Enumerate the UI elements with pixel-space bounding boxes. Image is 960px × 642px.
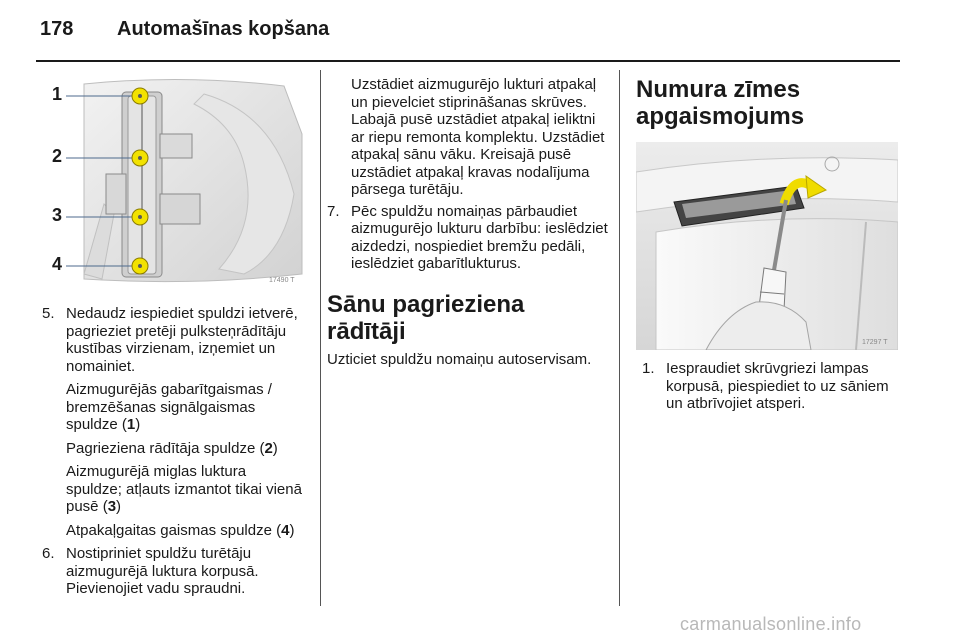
bulb-item-4 — [42, 522, 304, 540]
taillight-bulb-holder-figure — [44, 74, 306, 289]
step-6 — [42, 545, 304, 598]
callout-1: 1 — [52, 84, 63, 104]
column-divider-1 — [320, 70, 321, 606]
callout-4: 4 — [52, 254, 63, 274]
callout-3: 3 — [52, 205, 63, 225]
bulb-item-close: ) — [272, 439, 278, 457]
section-text: Uzticiet spuldžu nomaiņu autoservisam. — [327, 350, 592, 368]
section-title-side-indicators: Sānu pagrieziena rādītāji — [327, 290, 525, 345]
steps-list-col2 — [327, 203, 609, 273]
figure-code: 17490 T — [269, 277, 295, 284]
step-continuation: Uzstādiet aizmugurējo lukturi atpakaļ un pievelciet stiprināšanas skrūves. Labajā pusē uzstādiet atpakaļ ieliktni ar riepu remonta komplektu. Uzstādiet atpakaļ sānu vāku. Kreisajā pusē uzstādiet atpakaļ kravas nodalījuma pārsega turētāju. — [351, 76, 605, 198]
step-1 — [642, 360, 908, 413]
step-7 — [327, 203, 609, 273]
bulb-item-close: ) — [135, 416, 141, 433]
step-text: Pēc spuldžu nomaiņas pārbaudiet aizmugurējo lukturu darbību: ieslēdziet aizdedzi, nospiediet bremžu pedāli, ieslēdziet gabarītlukturus. — [351, 202, 608, 272]
step-number: 7. — [327, 202, 340, 220]
column-1 — [42, 70, 304, 598]
page-number: 178 — [40, 18, 74, 40]
column-2 — [327, 76, 609, 368]
bulb-item-text: Aizmugurējās gabarītgaismas / bremzēšanas signālgaismas spuldze ( — [66, 381, 272, 433]
header-rule — [36, 60, 900, 62]
bulb-holder-illustration — [44, 74, 306, 289]
column-divider-2 — [619, 70, 620, 606]
bulb-item-text: Atpakaļgaitas gaismas spuldze ( — [66, 521, 282, 539]
steps-list-col1-b — [42, 545, 304, 598]
bulb-item-close: ) — [289, 521, 295, 539]
bulb-item-1 — [42, 381, 304, 434]
bulb-item-ref: 1 — [126, 416, 136, 433]
step-number: 5. — [42, 305, 55, 322]
bulb-item-close: ) — [116, 498, 122, 515]
steps-list-col1 — [42, 305, 304, 375]
callout-2: 2 — [52, 146, 63, 166]
bulb-item-ref: 2 — [264, 439, 273, 457]
step-text: Iespraudiet skrūvgriezi lampas korpusā, piespiediet to uz sāniem un atbrīvojiet atsperi. — [666, 360, 889, 412]
bulb-item-ref: 4 — [281, 521, 290, 539]
watermark: carmanualsonline.info — [680, 614, 862, 634]
bulb-item-2 — [42, 440, 304, 458]
step-text: Nedaudz iespiediet spuldzi ietverē, pagrieziet pretēji pulksteņrādītāju kustības virzienam, izņemiet un nomainiet. — [66, 305, 298, 375]
steps-list-col3 — [636, 360, 908, 413]
step-number: 1. — [642, 360, 655, 377]
step-5 — [42, 305, 304, 375]
page-title: Automašīnas kopšana — [117, 18, 330, 40]
step-number: 6. — [42, 545, 55, 562]
section-title-licence-plate-light: Numura zīmes apgaismojums — [636, 76, 805, 130]
column-3 — [636, 76, 908, 413]
screwdriver-illustration — [636, 142, 898, 350]
figure-code: 17297 T — [862, 339, 888, 346]
bulb-item-text: Pagrieziena rādītāja spuldze ( — [66, 439, 265, 457]
step-text: Nostipriniet spuldžu turētāju aizmugurējā luktura korpusā. Pievienojiet vadu spraudni. — [66, 545, 259, 597]
bulb-item-3 — [42, 463, 304, 516]
page-header — [0, 0, 960, 62]
bulb-item-ref: 3 — [107, 498, 117, 515]
licence-plate-light-figure — [636, 142, 898, 350]
bulb-item-text: Aizmugurējā miglas luktura spuldze; atļauts izmantot tikai vienā pusē ( — [66, 463, 302, 515]
